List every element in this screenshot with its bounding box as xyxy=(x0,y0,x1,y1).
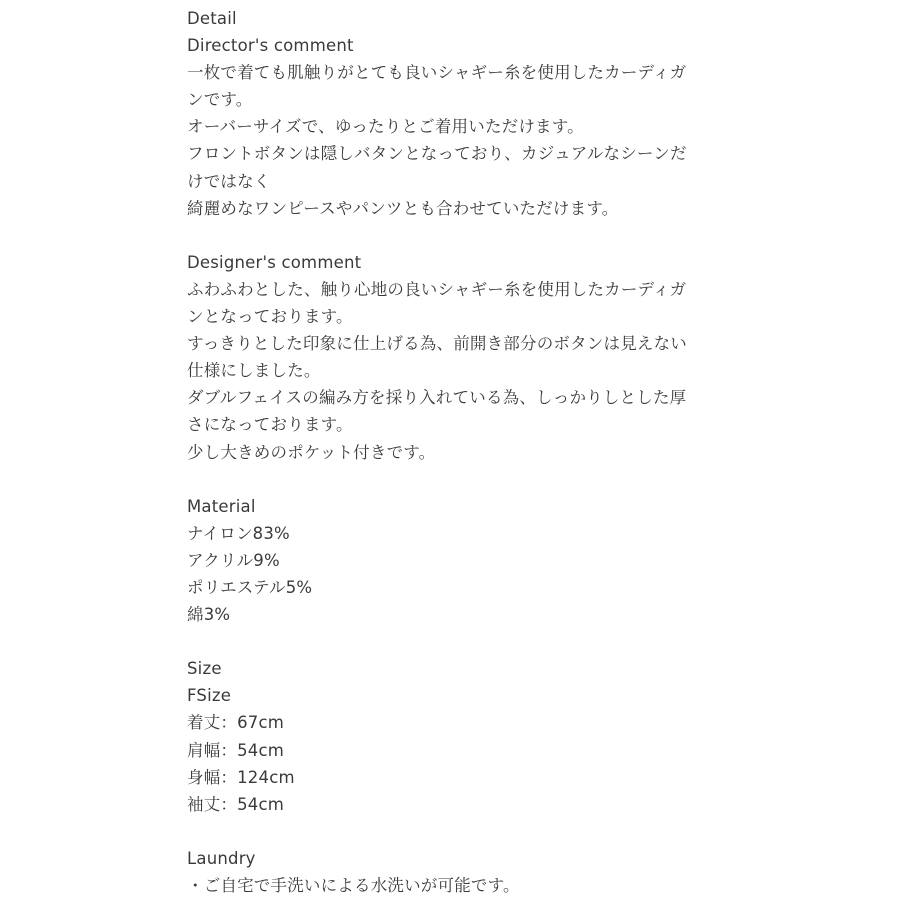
designer-comment-line: ンとなっております。 xyxy=(187,307,353,327)
section-spacer xyxy=(187,628,717,655)
section-spacer xyxy=(187,466,717,493)
size-item: 身幅：124cm xyxy=(187,767,295,787)
director-comment-line: 一枚で着ても肌触りがとても良いシャギー糸を使用したカーディガ xyxy=(187,63,687,83)
detail-heading: Detail xyxy=(187,9,237,28)
designer-comment-heading: Designer's comment xyxy=(187,252,362,272)
director-comment-line: けではなく xyxy=(187,171,271,191)
size-item: 袖丈：54cm xyxy=(187,794,285,814)
material-item: ポリエステル5% xyxy=(187,577,313,597)
director-comment-line: ンです。 xyxy=(187,90,253,110)
material-item: ナイロン83% xyxy=(187,523,290,543)
size-heading: Size xyxy=(187,659,222,679)
designer-comment-line: すっきりとした印象に仕上げる為、前開き部分のボタンは見えない xyxy=(187,334,688,354)
director-comment-line: オーバーサイズで、ゆったりとご着用いただけます。 xyxy=(187,117,584,137)
size-item: 肩幅：54cm xyxy=(187,740,285,760)
director-comment-line: 綺麗めなワンピースやパンツとも合わせていただけます。 xyxy=(187,198,619,218)
size-item: FSize xyxy=(187,686,232,706)
section-spacer xyxy=(187,222,717,249)
designer-comment-line: 仕様にしました。 xyxy=(187,361,321,381)
section-spacer xyxy=(187,818,717,845)
designer-comment-line: ダブルフェイスの編み方を採り入れている為、しっかりしとした厚 xyxy=(187,388,687,408)
material-item: 綿3% xyxy=(187,605,231,625)
material-item: アクリル9% xyxy=(187,550,280,570)
director-comment-heading: Director's comment xyxy=(187,36,354,56)
designer-comment-line: さになっております。 xyxy=(187,415,353,435)
designer-comment-line: 少し大きめのポケット付きです。 xyxy=(187,442,436,462)
director-comment-line: フロントボタンは隠しバタンとなっており、カジュアルなシーンだ xyxy=(187,144,687,164)
laundry-heading: Laundry xyxy=(187,848,256,868)
size-item: 着丈：67cm xyxy=(187,713,285,733)
designer-comment-line: ふわふわとした、触り心地の良いシャギー糸を使用したカーディガ xyxy=(187,279,687,299)
material-heading: Material xyxy=(187,496,256,516)
product-description xyxy=(187,5,717,899)
laundry-item: ・ご自宅で手洗いによる水洗いが可能です。 xyxy=(187,876,520,895)
